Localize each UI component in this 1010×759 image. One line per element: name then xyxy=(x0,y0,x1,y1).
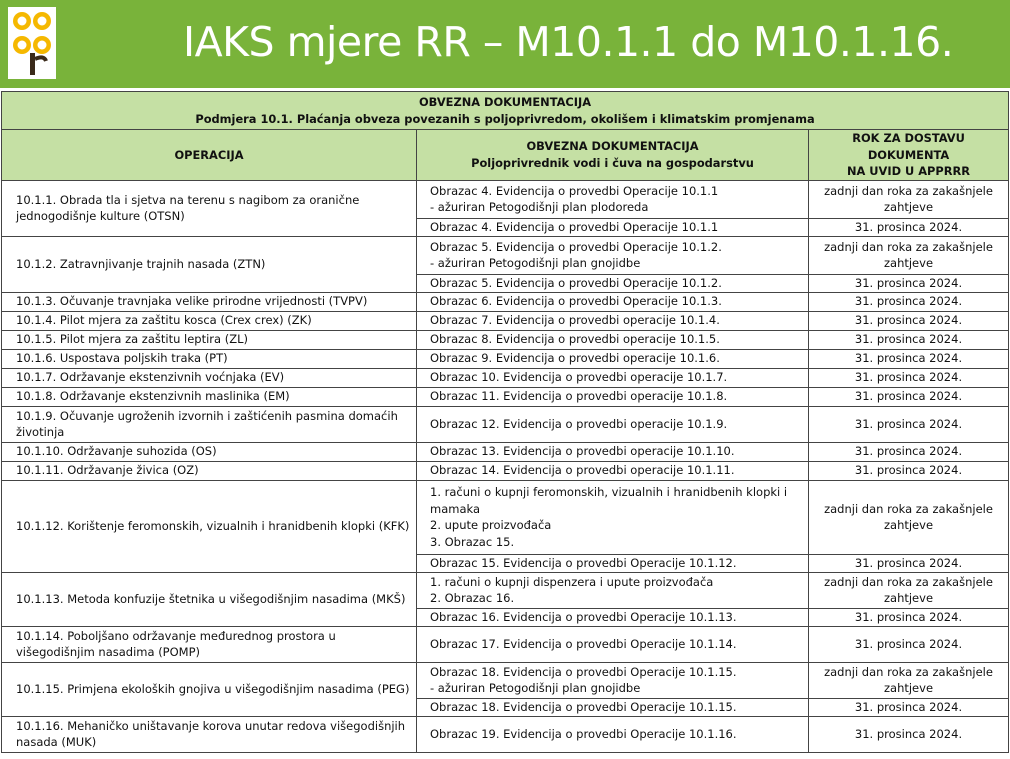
document-line: 3. Obrazac 15. xyxy=(430,534,515,549)
document-cell xyxy=(417,292,809,311)
document-line: - ažuriran Petogodišnji plan plodoreda xyxy=(430,200,649,214)
operation-cell: 10.1.15. Primjena ekoloških gnojiva u višegodišnjim nasadima (PEG) xyxy=(2,662,417,716)
table-row xyxy=(2,387,1009,406)
document-cell xyxy=(417,311,809,330)
document-line: Obrazac 14. Evidencija o provedbi operacije 10.1.11. xyxy=(430,463,735,478)
col-doc-title: OBVEZNA DOKUMENTACIJA xyxy=(526,139,699,154)
deadline-cell: zadnji dan roka za zakašnjele zahtjeve xyxy=(809,480,1009,554)
document-cell xyxy=(417,698,809,716)
operation-cell: 10.1.5. Pilot mjera za zaštitu leptira (ZL) xyxy=(2,330,417,349)
deadline-cell: 31. prosinca 2024. xyxy=(809,406,1009,442)
table-row xyxy=(2,626,1009,662)
document-cell xyxy=(417,349,809,368)
document-cell xyxy=(417,554,809,572)
document-line: Obrazac 13. Evidencija o provedbi operacije 10.1.10. xyxy=(430,444,735,459)
deadline-cell: zadnji dan roka za zakašnjele zahtjeve xyxy=(809,236,1009,274)
document-cell xyxy=(417,461,809,480)
deadline-cell: 31. prosinca 2024. xyxy=(809,716,1009,752)
document-cell xyxy=(417,608,809,626)
col-rok-line-2: NA UVID U APPRRR xyxy=(846,164,971,178)
deadline-cell: zadnji dan roka za zakašnjele zahtjeve xyxy=(809,180,1009,218)
document-cell xyxy=(417,236,809,274)
document-cell xyxy=(417,716,809,752)
document-line: 2. upute proizvođača xyxy=(430,518,552,532)
table-row xyxy=(2,236,1009,274)
operation-cell: 10.1.1. Obrada tla i sjetva na terenu s nagibom za oranične jednogodišnje kulture (OTSN) xyxy=(2,180,417,236)
operation-cell: 10.1.8. Održavanje ekstenzivnih maslinika (EM) xyxy=(2,387,417,406)
document-line: Obrazac 18. Evidencija o provedbi Operacije 10.1.15. xyxy=(430,699,737,714)
operation-cell: 10.1.11. Održavanje živica (OZ) xyxy=(2,461,417,480)
deadline-cell: 31. prosinca 2024. xyxy=(809,626,1009,662)
document-cell xyxy=(417,274,809,292)
document-line: Obrazac 15. Evidencija o provedbi Operacije 10.1.12. xyxy=(430,555,737,570)
document-line: Obrazac 19. Evidencija o provedbi Operacije 10.1.16. xyxy=(430,726,737,741)
operation-cell: 10.1.12. Korištenje feromonskih, vizualnih i hranidbenih klopki (KFK) xyxy=(2,480,417,572)
table-row xyxy=(2,311,1009,330)
deadline-cell: 31. prosinca 2024. xyxy=(809,218,1009,236)
col-doc-subtitle: Poljoprivrednik vodi i čuva na gospodarstvu xyxy=(471,155,754,170)
table-row xyxy=(2,572,1009,608)
document-line: Obrazac 8. Evidencija o provedbi operacije 10.1.5. xyxy=(430,332,720,347)
col-header-dokumentacija xyxy=(417,130,809,181)
document-line: Obrazac 17. Evidencija o provedbi Operacije 10.1.14. xyxy=(430,636,737,651)
operation-cell: 10.1.9. Očuvanje ugroženih izvornih i zaštićenih pasmina domaćih životinja xyxy=(2,406,417,442)
deadline-cell: 31. prosinca 2024. xyxy=(809,608,1009,626)
table-row xyxy=(2,330,1009,349)
document-cell xyxy=(417,180,809,218)
operation-cell: 10.1.6. Uspostava poljskih traka (PT) xyxy=(2,349,417,368)
deadline-cell: 31. prosinca 2024. xyxy=(809,554,1009,572)
document-line: 1. računi o kupnji feromonskih, vizualnih i hranidbenih klopki i mamaka xyxy=(430,485,788,516)
document-cell xyxy=(417,387,809,406)
document-cell xyxy=(417,572,809,608)
document-cell xyxy=(417,662,809,698)
table-row xyxy=(2,180,1009,218)
document-line: Obrazac 4. Evidencija o provedbi Operacije 10.1.1 xyxy=(430,183,719,198)
operation-cell: 10.1.14. Poboljšano održavanje međurednog prostora u višegodišnjim nasadima (POMP) xyxy=(2,626,417,662)
col-header-rok xyxy=(809,130,1009,181)
deadline-cell: zadnji dan roka za zakašnjele zahtjeve xyxy=(809,572,1009,608)
deadline-cell: zadnji dan roka za zakašnjele zahtjeve xyxy=(809,662,1009,698)
table-top-subtitle: Podmjera 10.1. Plaćanja obveza povezanih s poljoprivredom, okolišem i klimatskim promjenama xyxy=(195,111,815,126)
table-row xyxy=(2,406,1009,442)
document-line: Obrazac 7. Evidencija o provedbi operacije 10.1.4. xyxy=(430,313,720,328)
deadline-cell: 31. prosinca 2024. xyxy=(809,387,1009,406)
table-row xyxy=(2,349,1009,368)
document-line: Obrazac 10. Evidencija o provedbi operacije 10.1.7. xyxy=(430,370,728,385)
deadline-cell: 31. prosinca 2024. xyxy=(809,274,1009,292)
document-line: Obrazac 12. Evidencija o provedbi operacije 10.1.9. xyxy=(430,416,728,431)
operation-cell: 10.1.2. Zatravnjivanje trajnih nasada (ZTN) xyxy=(2,236,417,292)
deadline-cell: 31. prosinca 2024. xyxy=(809,461,1009,480)
table-row xyxy=(2,662,1009,698)
table-row xyxy=(2,368,1009,387)
app-logo xyxy=(8,7,56,79)
table-top-header xyxy=(2,92,1009,130)
document-line: Obrazac 16. Evidencija o provedbi Operacije 10.1.13. xyxy=(430,609,737,624)
table-row xyxy=(2,442,1009,461)
table-row xyxy=(2,292,1009,311)
document-line: - ažuriran Petogodišnji plan gnojidbe xyxy=(430,256,641,270)
document-cell xyxy=(417,368,809,387)
document-line: Obrazac 6. Evidencija o provedbi Operacije 10.1.3. xyxy=(430,294,722,309)
table-row xyxy=(2,716,1009,752)
deadline-cell: 31. prosinca 2024. xyxy=(809,292,1009,311)
deadline-cell: 31. prosinca 2024. xyxy=(809,698,1009,716)
document-cell xyxy=(417,442,809,461)
documentation-table xyxy=(1,91,1009,753)
deadline-cell: 31. prosinca 2024. xyxy=(809,349,1009,368)
deadline-cell: 31. prosinca 2024. xyxy=(809,442,1009,461)
document-line: Obrazac 5. Evidencija o provedbi Operacije 10.1.2. xyxy=(430,275,722,290)
document-line: - ažuriran Petogodišnji plan gnojidbe xyxy=(430,681,641,695)
document-line: Obrazac 5. Evidencija o provedbi Operacije 10.1.2. xyxy=(430,239,722,254)
document-line: Obrazac 4. Evidencija o provedbi Operacije 10.1.1 xyxy=(430,219,719,234)
table-top-title: OBVEZNA DOKUMENTACIJA xyxy=(418,95,592,109)
table-row xyxy=(2,480,1009,554)
document-cell xyxy=(417,406,809,442)
operation-cell: 10.1.4. Pilot mjera za zaštitu kosca (Crex crex) (ZK) xyxy=(2,311,417,330)
document-line: 1. računi o kupnji dispenzera i upute proizvođača xyxy=(430,574,714,589)
operation-cell: 10.1.10. Održavanje suhozida (OS) xyxy=(2,442,417,461)
sunflower-logo-icon xyxy=(8,7,56,79)
document-cell xyxy=(417,480,809,554)
deadline-cell: 31. prosinca 2024. xyxy=(809,311,1009,330)
col-rok-line-1: ROK ZA DOSTAVU DOKUMENTA xyxy=(852,131,965,162)
document-cell xyxy=(417,218,809,236)
operation-cell: 10.1.13. Metoda konfuzije štetnika u višegodišnjim nasadima (MKŠ) xyxy=(2,572,417,626)
deadline-cell: 31. prosinca 2024. xyxy=(809,330,1009,349)
document-cell xyxy=(417,626,809,662)
document-line: Obrazac 18. Evidencija o provedbi Operacije 10.1.15. xyxy=(430,664,737,679)
operation-cell: 10.1.16. Mehaničko uništavanje korova unutar redova višegodišnjih nasada (MUK) xyxy=(2,716,417,752)
document-cell xyxy=(417,330,809,349)
operation-cell: 10.1.3. Očuvanje travnjaka velike prirodne vrijednosti (TVPV) xyxy=(2,292,417,311)
table-row xyxy=(2,461,1009,480)
page-title: IAKS mjere RR – M10.1.1 do M10.1.16. xyxy=(183,18,954,66)
document-line: 2. Obrazac 16. xyxy=(430,591,515,605)
document-line: Obrazac 11. Evidencija o provedbi operacije 10.1.8. xyxy=(430,389,728,404)
document-line: Obrazac 9. Evidencija o provedbi operacije 10.1.6. xyxy=(430,351,720,366)
header-banner xyxy=(0,0,1010,88)
deadline-cell: 31. prosinca 2024. xyxy=(809,368,1009,387)
operation-cell: 10.1.7. Održavanje ekstenzivnih voćnjaka (EV) xyxy=(2,368,417,387)
col-header-operacija: OPERACIJA xyxy=(2,130,417,181)
